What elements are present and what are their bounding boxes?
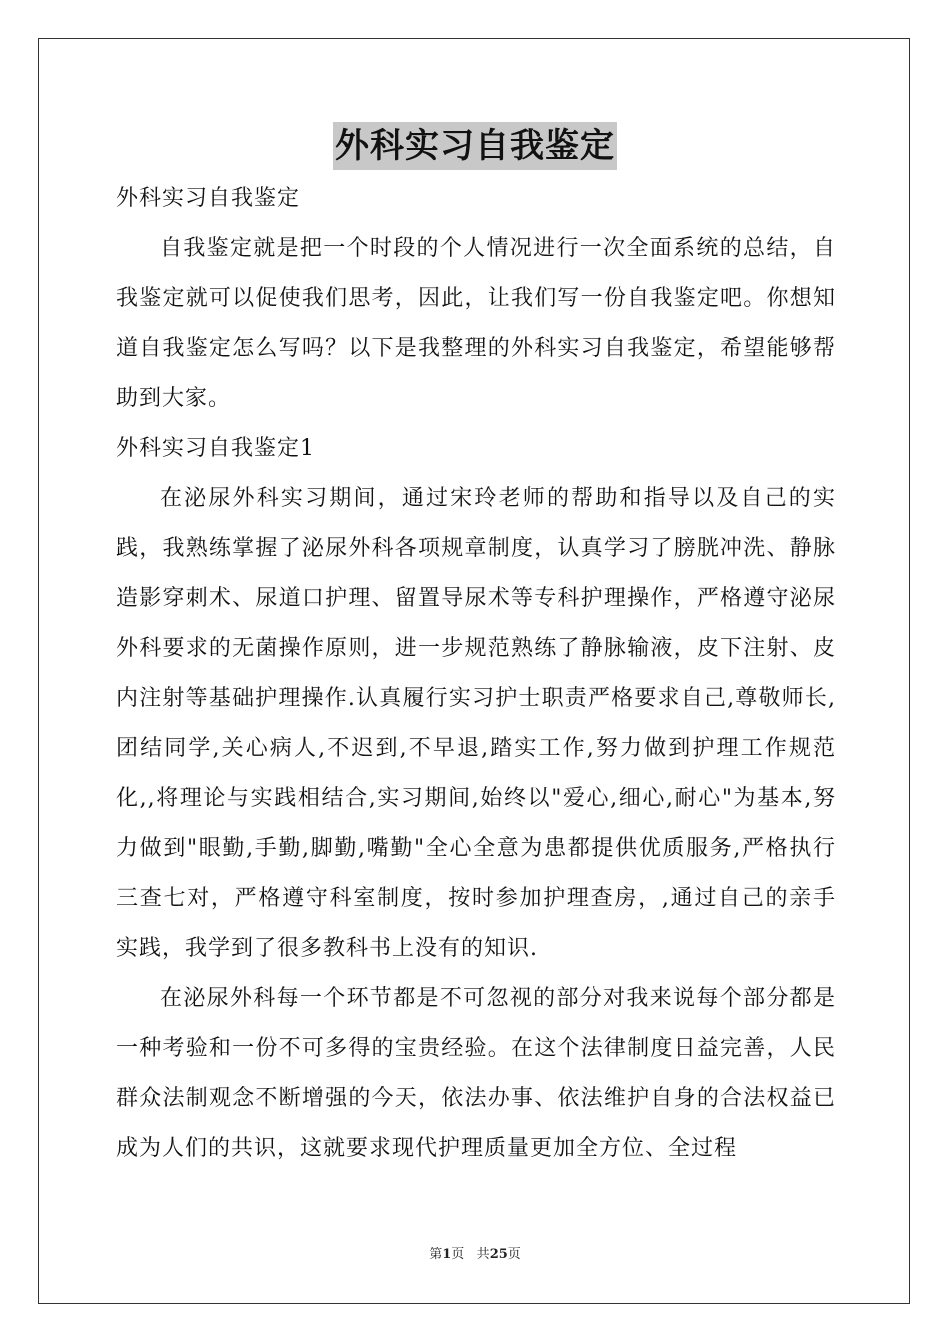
total-pages: 25 [489, 1247, 508, 1262]
intro-paragraph: 自我鉴定就是把一个时段的个人情况进行一次全面系统的总结，自我鉴定就可以促使我们思考，因此，让我们写一份自我鉴定吧。你想知道自我鉴定怎么写吗？以下是我整理的外科实习自我鉴定，希望能够帮助到大家。 [116, 236, 836, 411]
footer-prefix: 第 [429, 1247, 443, 1262]
document-body [116, 174, 836, 1174]
title-container [0, 122, 950, 170]
body-paragraph: 在泌尿外科实习期间，通过宋玲老师的帮助和指导以及自己的实践，我熟练掌握了泌尿外科各项规章制度，认真学习了膀胱冲洗、静脉造影穿刺术、尿道口护理、留置导尿术等专科护理操作，严格遵守泌尿外科要求的无菌操作原则，进一步规范熟练了静脉输液，皮下注射、皮内注射等基础护理操作.认真履行实习护士职责严格要求自己,尊敬师长,团结同学,关心病人,不迟到,不早退,踏实工作,努力做到护理工作规范化,,将理论与实践相结合,实习期间,始终以"爱心,细心,耐心"为基本,努力做到"眼勤,手勤,脚勤,嘴勤"全心全意为患都提供优质服务,严格执行三查七对，严格遵守科室制度，按时参加护理查房，,通过自己的亲手实践，我学到了很多教科书上没有的知识. [116, 486, 836, 961]
page-footer [0, 1243, 950, 1262]
body-paragraph: 在泌尿外科每一个环节都是不可忽视的部分对我来说每个部分都是一种考验和一份不可多得的宝贵经验。在这个法律制度日益完善，人民群众法制观念不断增强的今天，依法办事、依法维护自身的合法权益已成为人们的共识，这就要求现代护理质量更加全方位、全过程 [116, 986, 836, 1161]
subtitle-line: 外科实习自我鉴定 [116, 186, 301, 211]
footer-total-prefix: 共 [476, 1247, 490, 1262]
section-heading: 外科实习自我鉴定1 [116, 436, 315, 461]
footer-total-suffix: 页 [507, 1247, 521, 1262]
page-number: 1 [442, 1247, 452, 1262]
document-title: 外科实习自我鉴定 [333, 122, 617, 170]
footer-page-suffix: 页 [451, 1247, 465, 1262]
